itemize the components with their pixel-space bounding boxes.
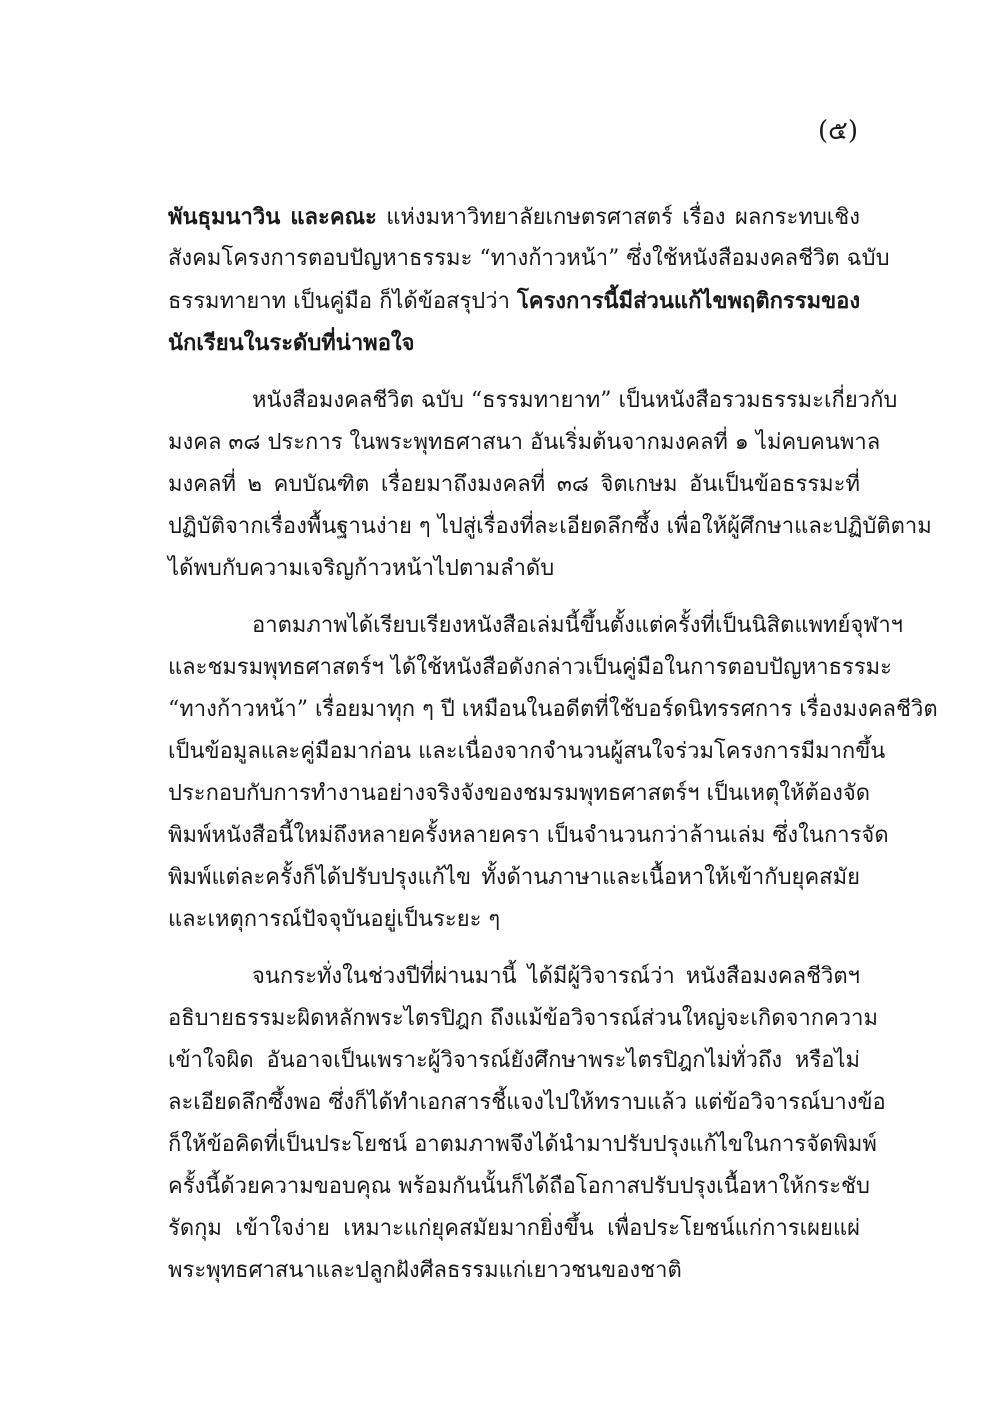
text-line: เข้าใจผิด อันอาจเป็นเพราะผู้วิจารณ์ยังศึกษาพระไตรปิฎกไม่ทั่วถึง หรือไม่	[168, 1048, 860, 1073]
text-line: พิมพ์หนังสือนี้ใหม่ถึงหลายครั้งหลายครา เป็นจำนวนกว่าล้านเล่ม ซึ่งในการจัด	[168, 823, 889, 848]
text-line: ก็ให้ข้อคิดที่เป็นประโยชน์ อาตมภาพจึงได้นำมาปรับปรุงแก้ไขในการจัดพิมพ์	[168, 1132, 877, 1157]
text-line: มงคลที่ ๒ คบบัณฑิต เรื่อยมาถึงมงคลที่ ๓๘ จิตเกษม อันเป็นข้อธรรมะที่	[168, 472, 860, 497]
text-line: ธรรมทายาท เป็นคู่มือ ก็ได้ข้อสรุปว่า โครงการนี้มีส่วนแก้ไขพฤติกรรมของ	[168, 288, 861, 314]
text-line: ละเอียดลึกซึ้งพอ ซึ่งก็ได้ทำเอกสารชี้แจงไปให้ทราบแล้ว แต่ข้อวิจารณ์บางข้อ	[168, 1090, 886, 1115]
paragraph-4	[168, 956, 886, 1292]
text-line: ได้พบกับความเจริญก้าวหน้าไปตามลำดับ	[168, 556, 555, 581]
text-line: และชมรมพุทธศาสตร์ฯ ได้ใช้หนังสือดังกล่าวเป็นคู่มือในการตอบปัญหาธรรมะ	[168, 655, 892, 680]
text-line: และเหตุการณ์ปัจจุบันอยู่เป็นระยะ ๆ	[168, 907, 501, 932]
paragraph-1	[168, 196, 890, 364]
text-line: เป็นข้อมูลและคู่มือมาก่อน และเนื่องจากจำนวนผู้สนใจร่วมโครงการมีมากขึ้น	[168, 739, 886, 764]
text-line: พิมพ์แต่ละครั้งก็ได้ปรับปรุงแก้ไข ทั้งด้านภาษาและเนื้อหาให้เข้ากับยุคสมัย	[168, 865, 860, 890]
text-line: ปฏิบัติจากเรื่องพื้นฐานง่าย ๆ ไปสู่เรื่องที่ละเอียดลึกซึ้ง เพื่อให้ผู้ศึกษาและปฏิบัติตาม	[168, 514, 932, 539]
text-line: หนังสือมงคลชีวิต ฉบับ “ธรรมทายาท” เป็นหนังสือรวมธรรมะเกี่ยวกับ	[252, 388, 898, 413]
text-line: พระพุทธศาสนาและปลูกฝังศีลธรรมแก่เยาวชนของชาติ	[168, 1258, 682, 1283]
text-line: “ทางก้าวหน้า” เรื่อยมาทุก ๆ ปี เหมือนในอดีตที่ใช้บอร์ดนิทรรศการ เรื่องมงคลชีวิต	[168, 697, 938, 722]
text-line: จนกระทั่งในช่วงปีที่ผ่านมานี้ ได้มีผู้วิจารณ์ว่า หนังสือมงคลชีวิตฯ	[252, 964, 860, 989]
text-line: นักเรียนในระดับที่น่าพอใจ	[168, 330, 415, 356]
text-line: ครั้งนี้ด้วยความขอบคุณ พร้อมกันนั้นก็ได้ถือโอกาสปรับปรุงเนื้อหาให้กระชับ	[168, 1174, 870, 1199]
page-number: (๕)	[818, 116, 858, 146]
text-line: สังคมโครงการตอบปัญหาธรรมะ “ทางก้าวหน้า” ซึ่งใช้หนังสือมงคลชีวิต ฉบับ	[168, 246, 890, 271]
text-line: อธิบายธรรมะผิดหลักพระไตรปิฎก ถึงแม้ข้อวิจารณ์ส่วนใหญ่จะเกิดจากความ	[168, 1006, 879, 1031]
paragraph-2	[168, 380, 932, 590]
text-line: พันธุมนาวิน และคณะ แห่งมหาวิทยาลัยเกษตรศาสตร์ เรื่อง ผลกระทบเชิง	[168, 204, 860, 230]
body-text	[168, 196, 938, 1307]
text-line: อาตมภาพได้เรียบเรียงหนังสือเล่มนี้ขึ้นตั้งแต่ครั้งที่เป็นนิสิตแพทย์จุฬาฯ	[252, 613, 904, 638]
paragraph-3	[168, 605, 938, 941]
text-line: มงคล ๓๘ ประการ ในพระพุทธศาสนา อันเริ่มต้นจากมงคลที่ ๑ ไม่คบคนพาล	[168, 430, 881, 455]
text-line: ประกอบกับการทำงานอย่างจริงจังของชมรมพุทธศาสตร์ฯ เป็นเหตุให้ต้องจัด	[168, 781, 871, 806]
text-line: รัดกุม เข้าใจง่าย เหมาะแก่ยุคสมัยมากยิ่งขึ้น เพื่อประโยชน์แก่การเผยแผ่	[168, 1216, 860, 1241]
